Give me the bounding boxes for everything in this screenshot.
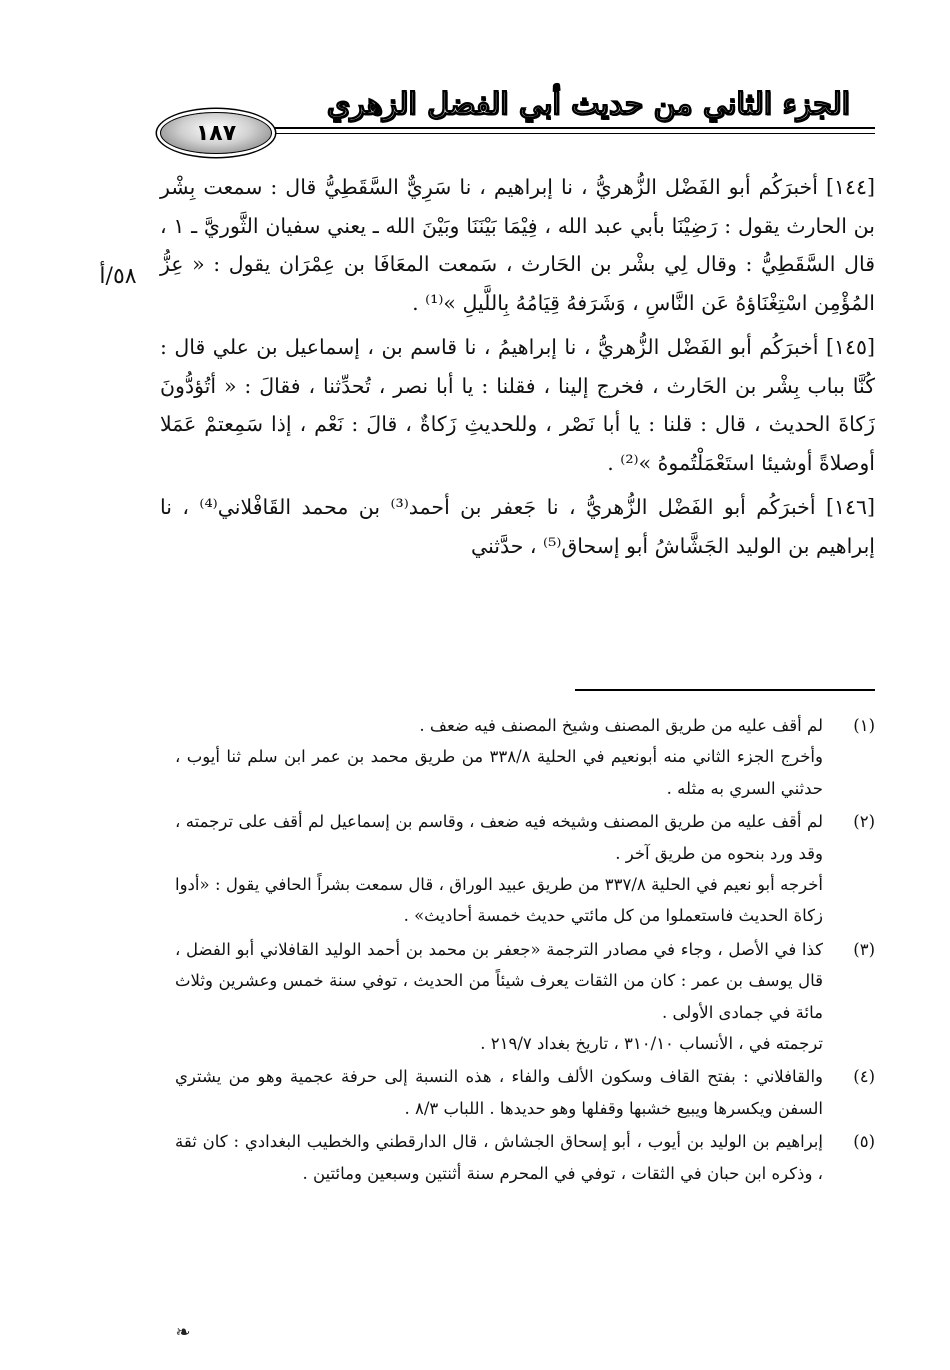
hadith-entry-144: [١٤٤] أخبرَكُم أبو الفَضْل الزُّهريُّ ، نا إبراهيم ، نا سَرِيٌّ السَّقَطِيُّ قال : سمعت بِشْر بن الحارث يقول : رَضِيْنَا بأبي عبد الله ، فِيْمَا بَيْنَنَا وبَيْنَ الله ـ يعني سفيان الثَّوريَّ ـ ١ ، قال السَّقَطِيُّ : وقال لِي بشْر بن الحَارث ، سَمعت المعَافَا بن عِمْرَان يقول : « عِزُّ المُؤْمِن اسْتِغْنَاؤهُ عَن النَّاسِ ، وَشَرَفهُ قِيَامُهُ بِاللَّيلِ »⁽¹⁾ . bbox=[160, 175, 875, 315]
footnote-separator bbox=[575, 689, 875, 691]
footnote-number: (٣) bbox=[853, 939, 875, 959]
footnote-3 bbox=[175, 934, 875, 1060]
footnote-number: (٥) bbox=[853, 1132, 875, 1152]
footnotes bbox=[175, 710, 875, 1191]
hadith-entry-146: [١٤٦] أخبرَكُم أبو الفَضْل الزُّهريُّ ، نا جَعفر بن أحمد⁽³⁾ بن محمد القَافْلاني⁽⁴⁾ ، نا إبراهيم بن الوليد الجَشَّاشُ أبو إسحاق⁽⁵⁾ ، حدَّثني bbox=[160, 495, 876, 558]
footnote-text: كذا في الأصل ، وجاء في مصادر الترجمة «جعفر بن محمد بن أحمد الوليد القافلاني أبو الفضل ، قال يوسف بن عمر : كان من الثقات يعرف شيئاً من الحديث ، توفي سنة خمس وعشرين وثلاث مائة في جمادى الأولى . bbox=[175, 939, 823, 1022]
header-rule bbox=[185, 127, 875, 129]
footnote-4 bbox=[175, 1061, 875, 1124]
footnote-text: أخرجه أبو نعيم في الحلية ٣٣٧/٨ من طريق عبيد الوراق ، قال سمعت بشراً الحافي يقول : «أدوا زكاة الحديث فاستعملوا من كل مائتي حديث خمسة أحاديث» . bbox=[175, 875, 824, 926]
footnote-text: والقافلاني : بفتح القاف وسكون الألف والفاء ، هذه النسبة إلى حرفة عجمية وهو من يشتري السفن ويكسرها ويبيع خشبها وقفلها وهو حديدها . اللباب ٨/٣ . bbox=[175, 1067, 823, 1118]
footnote-5 bbox=[175, 1126, 875, 1189]
footnote-number: (٢) bbox=[853, 812, 875, 832]
ornament-icon: ❧ bbox=[175, 1322, 191, 1343]
footnote-number: (١) bbox=[853, 716, 875, 735]
hadith-entry-145: [١٤٥] أخبرَكُم أبو الفَضْل الزُّهريُّ ، نا إبراهيمُ ، نا قاسم بن ، إسماعيل بن علي قال : كُنَّا بباب بِشْر بن الحَارث ، فخرج إلينا ، فقلنا : يا أبا نصر ، تُحدِّثنا ، فقالَ : « أتُؤدُّونَ زَكاةَ الحديث ، قال : قلنا : يا أبا نَصْر ، وللحديثِ زَكاةٌ ، قالَ : نَعْم ، إذا سَمِعتمْ عَمَلا أوصلاةً أوشيئا استَعْمَلْتُموهُ »⁽²⁾ . bbox=[160, 335, 875, 475]
footnote-text: لم أقف عليه من طريق المصنف وشيخه فيه ضعف ، وقاسم بن إسماعيل لم أقف على ترجمته ، وقد ورد بنحوه من طريق آخر . bbox=[175, 812, 823, 863]
margin-folio-note: ٥٨/أ bbox=[99, 264, 137, 289]
running-title: الجزء الثاني من حديث أبي الفضل الزهري bbox=[326, 87, 850, 122]
page-number-badge bbox=[160, 112, 272, 154]
footnote-2 bbox=[175, 806, 875, 932]
page-number: ١٨٧ bbox=[195, 120, 237, 146]
footnote-text: إبراهيم بن الوليد بن أيوب ، أبو إسحاق الجشاش ، قال الدارقطني والخطيب البغدادي : كان ثقة ، وذكره ابن حبان في الثقات ، توفي في المحرم سنة أثنتين وسبعين ومائتين . bbox=[175, 1132, 823, 1183]
footnote-text: لم أقف عليه من طريق المصنف وشيخ المصنف فيه ضعف . bbox=[419, 716, 823, 735]
header-rule-thin bbox=[185, 133, 875, 134]
footnote-number: (٤) bbox=[853, 1067, 875, 1087]
main-text bbox=[160, 168, 875, 565]
footnote-1 bbox=[175, 710, 875, 804]
footnote-text: وأخرج الجزء الثاني منه أبونعيم في الحلية ٣٣٨/٨ من طريق محمد بن عمر ابن سلم ثنا أيوب ، حدثني السري به مثله . bbox=[175, 747, 823, 798]
footnote-text: ترجمته في ، الأنساب ٣١٠/١٠ ، تاريخ بغداد ٢١٩/٧ . bbox=[480, 1034, 823, 1054]
